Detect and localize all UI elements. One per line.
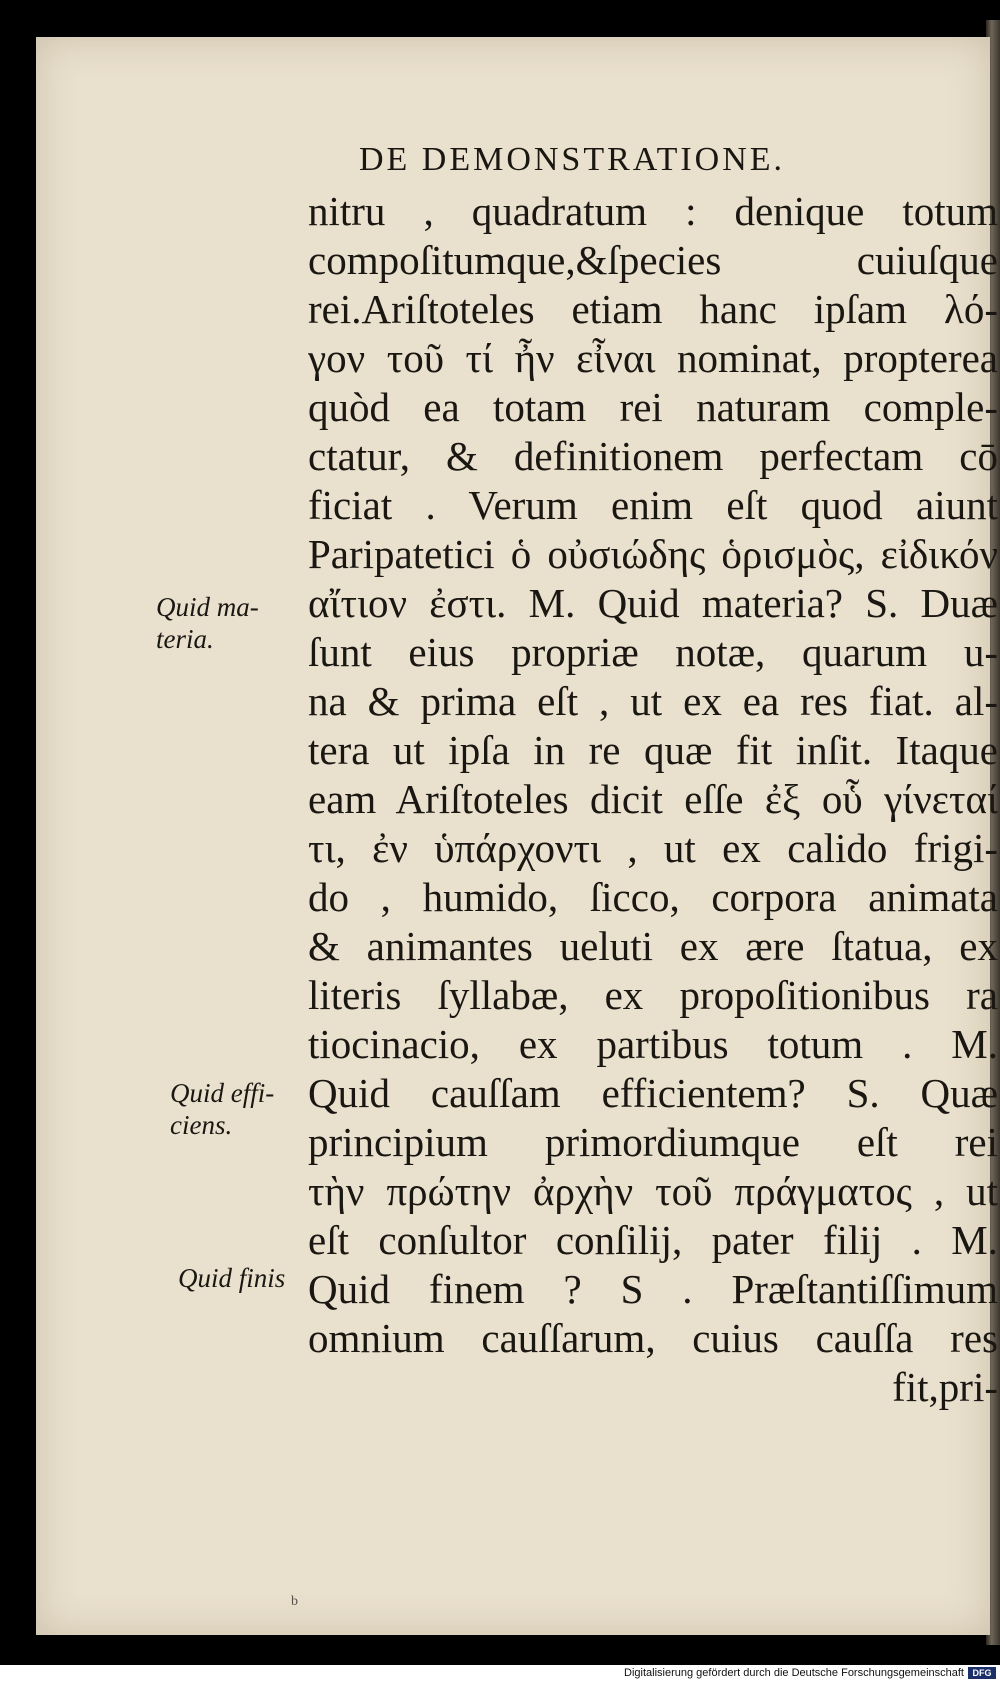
catchword-line: fit,pri- bbox=[892, 1364, 998, 1410]
text-line: τὴν πρώτην ἀρχὴν τοῦ πράγματος , ut bbox=[308, 1168, 998, 1214]
text-line: principium primordiumque eſt rei bbox=[308, 1119, 998, 1165]
text-line: tiocinacio, ex partibus totum . M. bbox=[308, 1021, 998, 1067]
book-page bbox=[36, 37, 998, 1635]
signature-mark: b bbox=[291, 1594, 298, 1609]
text-line: do , humido, ſicco, corpora animata bbox=[308, 874, 998, 920]
text-line: nitru , quadratum : denique totum bbox=[308, 188, 998, 234]
text-line: literis ſyllabæ, ex propoſitionibus ra bbox=[308, 972, 998, 1018]
text-line: quòd ea totam rei naturam comple- bbox=[308, 384, 998, 430]
margin-note-finis: Quid finis bbox=[178, 1263, 286, 1293]
text-line: tera ut ipſa in re quæ fit inſit. Itaque bbox=[308, 727, 998, 773]
text-line: Quid finem ? S . Præſtantiſſimum bbox=[308, 1266, 998, 1312]
margin-note-materia: Quid ma- teria. bbox=[156, 592, 259, 654]
text-line: αἴτιον ἐστι. M. Quid materia? S. Duæ bbox=[308, 580, 998, 626]
footer-credit: Digitalisierung gefördert durch die Deutsche Forschungsgemeinschaft bbox=[624, 1667, 964, 1679]
text-line: ctatur, & definitionem perfectam cō bbox=[308, 433, 998, 479]
text-line: na & prima eſt , ut ex ea res fiat. al- bbox=[308, 678, 998, 724]
text-line: & animantes ueluti ex ære ſtatua, ex bbox=[308, 923, 998, 969]
text-line: compoſitumque,&ſpecies cuiuſque bbox=[308, 237, 998, 283]
text-line: omnium cauſſarum, cuius cauſſa res bbox=[308, 1315, 998, 1361]
text-line: eſt conſultor conſilij, pater filij . M. bbox=[308, 1217, 998, 1263]
dfg-logo-icon: DFG bbox=[968, 1667, 996, 1679]
text-line: ficiat . Verum enim eſt quod aiunt bbox=[308, 482, 998, 528]
footer-bar bbox=[0, 1665, 1000, 1681]
text-line: Quid cauſſam efficientem? S. Quæ bbox=[308, 1070, 998, 1116]
margin-note-efficiens: Quid effi- ciens. bbox=[170, 1078, 275, 1140]
main-text-block bbox=[308, 187, 998, 1412]
running-head: DE DEMONSTRATIONE. bbox=[358, 141, 786, 178]
text-line: γον τοῦ τί ἦν εἶναι nominat, propterea bbox=[308, 335, 998, 381]
text-line: eam Ariſtoteles dicit eſſe ἐξ οὗ γίνεταί bbox=[308, 776, 998, 822]
text-line: τι, ἐν ὑπάρχοντι , ut ex calido frigi- bbox=[308, 825, 998, 871]
text-line: ſunt eius propriæ notæ, quarum u- bbox=[308, 629, 998, 675]
text-line: Paripatetici ὁ οὐσιώδης ὁρισμὸς, εἰδικόν bbox=[308, 531, 998, 577]
text-line: rei.Ariſtoteles etiam hanc ipſam λό- bbox=[308, 286, 998, 332]
